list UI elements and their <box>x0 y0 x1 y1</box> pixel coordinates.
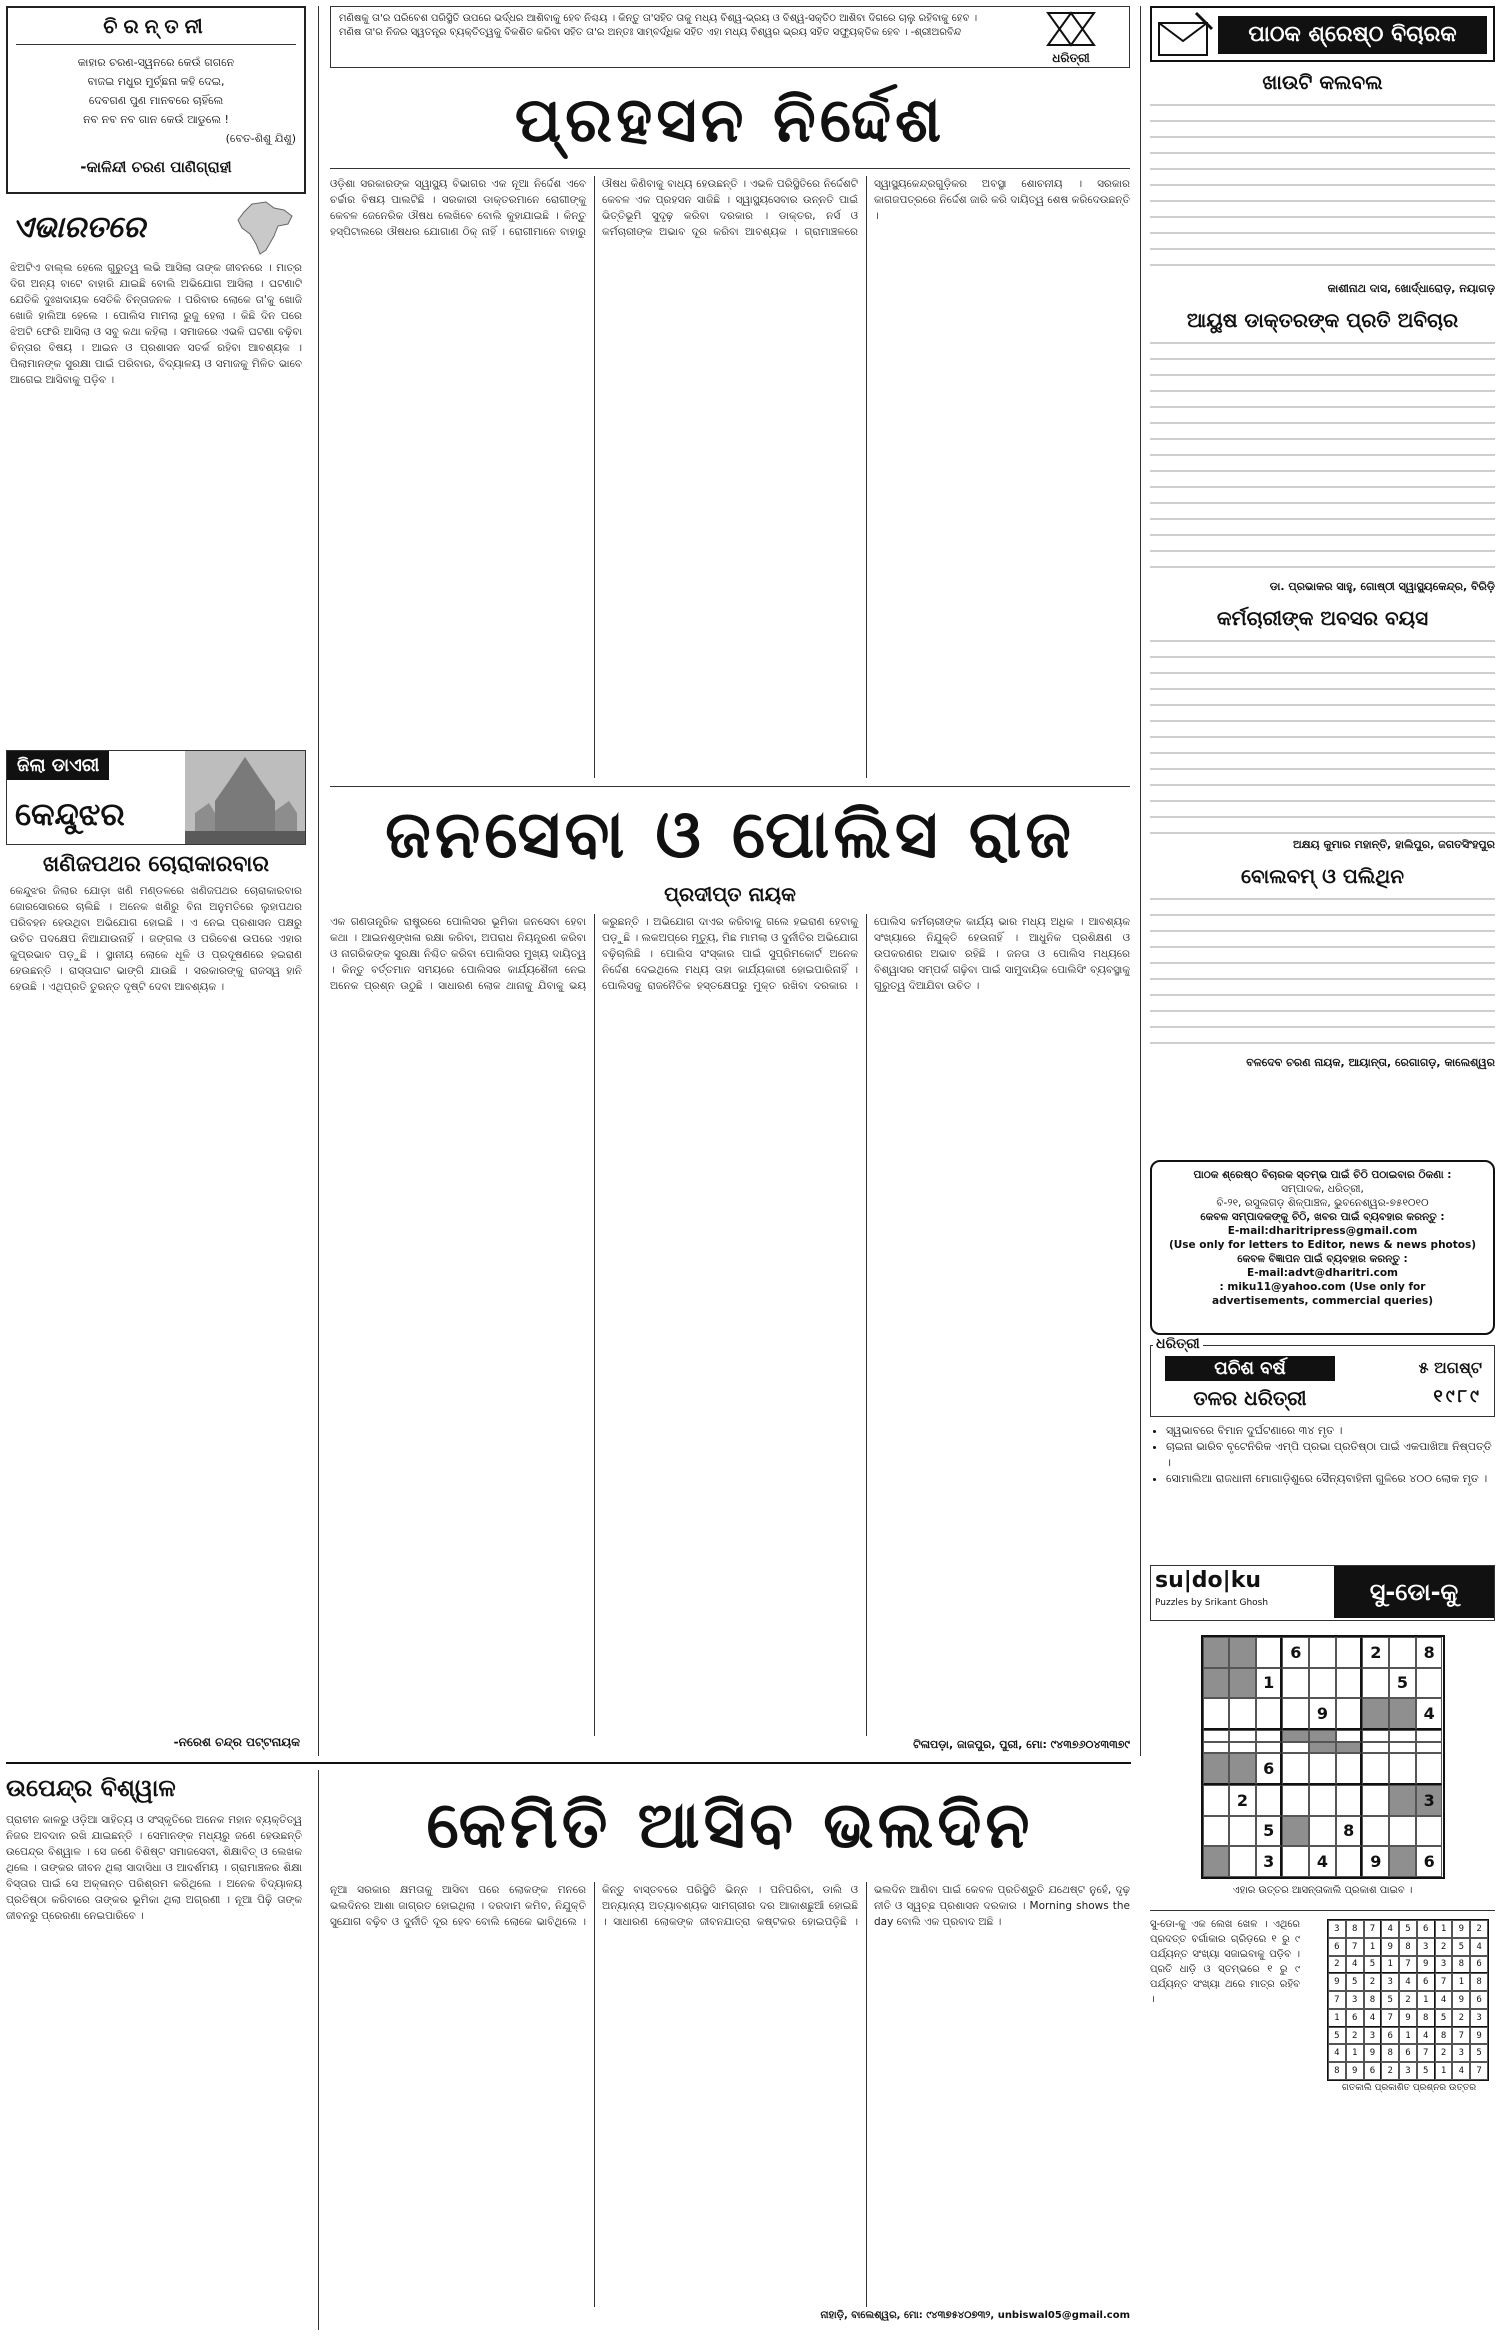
sudoku-section <box>1150 1565 1495 2330</box>
sudoku-cell[interactable]: 6 <box>1256 1753 1283 1785</box>
sudoku-solution-cell: 7 <box>1381 2009 1399 2027</box>
letter-title: ଆୟୁଷ ଡାକ୍ତରଙ୍କ ପ୍ରତି ଅବିଚାର <box>1186 308 1459 332</box>
sudoku-solution-cell: 7 <box>1346 1938 1364 1956</box>
sudoku-cell[interactable] <box>1336 1698 1363 1730</box>
sudoku-solution-cell: 5 <box>1470 2044 1488 2062</box>
sudoku-solution-cell: 4 <box>1417 2027 1435 2045</box>
bhala-din-signoff: ନାହାଡ଼ି, ବାଲେଶ୍ୱର, ମୋ: ୯୪୩୭୫୪୦୭୩୨, unbiswal05@gmail.com <box>820 2310 1130 2321</box>
sudoku-cell[interactable] <box>1203 1846 1230 1877</box>
sudoku-cell[interactable] <box>1282 1753 1309 1785</box>
sudoku-solution-cell: 3 <box>1381 1973 1399 1991</box>
bhala-din-body: ନୂଆ ସରକାର କ୍ଷମତାକୁ ଆସିବା ପରେ ଲୋକଙ୍କ ମନରେ ଭଲଦିନର ଆଶା ଜାଗ୍ରତ ହୋଇଥିଲା । ଦରଦାମ କମିବ, ନିଯୁକ୍ତି ସୁଯୋଗ ବଢ଼ିବ ଓ ଦୁର୍ନୀତି ଦୂର ହେବ ବୋଲି ଲୋକେ ଭାବିଥିଲେ । କିନ୍ତୁ ବାସ୍ତବରେ ପରିସ୍ଥିତି ଭିନ୍ନ । ପନିପରିବା, ଡାଲି ଓ ଅନ୍ୟାନ୍ୟ ଅତ୍ୟାବଶ୍ୟକ ସାମଗ୍ରୀର ଦର ଆକାଶଛୁଆଁ ହୋଇଛି । ସାଧାରଣ ଲୋକଙ୍କ ଜୀବନଯାତ୍ରା କଷ୍ଟକର ହୋଇପଡ଼ିଛି । ଭଲଦିନ ଆଣିବା ପାଇଁ କେବଳ ପ୍ରତିଶ୍ରୁତି ଯଥେଷ୍ଟ ନୁହେଁ, ଦୃଢ଼ ନୀତି ଓ ସ୍ୱଚ୍ଛ ପ୍ରଶାସନ ଦରକାର । Morning shows the day ବୋଲି ଏକ ପ୍ରବାଦ ଅଛି । <box>330 1884 1130 1928</box>
sudoku-cell[interactable] <box>1362 1816 1389 1847</box>
letter-author: କାଶୀନାଥ ଦାସ, ଖୋର୍ଦ୍ଧାରୋଡ଼, ନୟାଗଡ଼ <box>1327 282 1495 295</box>
sudoku-solution-cell: 9 <box>1328 1973 1346 1991</box>
letter-title: ବୋଲବମ୍ ଓ ପଲିଥିନ <box>1240 864 1405 888</box>
sudoku-cell[interactable] <box>1389 1698 1416 1730</box>
column-rule <box>1140 6 1141 1756</box>
sudoku-cell[interactable]: 3 <box>1416 1785 1443 1816</box>
sudoku-solution-cell: 5 <box>1328 2027 1346 2045</box>
sudoku-cell[interactable] <box>1309 1753 1336 1785</box>
letter-author: ଅକ୍ଷୟ କୁମାର ମହାନ୍ତି, ହାଲିପୁର, ଜଗତସିଂହପୁର <box>1292 838 1495 851</box>
sudoku-solution-cell: 2 <box>1346 2027 1364 2045</box>
contact-box <box>1150 1160 1495 1335</box>
aaji-bharat-header <box>6 200 306 260</box>
letter-author: ଡା. ପ୍ରଭାକର ସାହୁ, ଗୋଷ୍ଠୀ ସ୍ୱାସ୍ଥ୍ୟକେନ୍ଦ୍ର, ବିରିଡ଼ି <box>1269 580 1495 593</box>
advt-email-link[interactable]: E-mail:advt@dharitri.com <box>1247 1267 1398 1279</box>
editorial-headline: ପ୍ରହସନ ନିର୍ଦ୍ଦେଶ <box>514 83 946 156</box>
main-article-author: ପ୍ରଦୀପ୍ତ ନାୟକ <box>664 882 796 906</box>
chirantani-box <box>6 6 306 194</box>
editor-email-link[interactable]: E-mail:dharitripress@gmail.com <box>1227 1225 1418 1237</box>
sudoku-solution-cell: 4 <box>1399 1973 1417 1991</box>
sudoku-cell[interactable]: 8 <box>1336 1816 1363 1847</box>
upendra-title: ଉପେନ୍ଦ୍ର ବିଶ୍ୱାଳ <box>6 1774 176 1802</box>
sudoku-cell[interactable] <box>1309 1742 1336 1754</box>
sudoku-credit: Puzzles by Srikant Ghosh <box>1155 1598 1269 1608</box>
anniversary-item: • ସୋମାଲିଆ ରାଜଧାନୀ ମୋଗାଡ଼ିଶୁରେ ସୈନ୍ୟବାହିନୀ ଗୁଳିରେ ୪୦୦ ଲୋକ ମୃତ । <box>1166 1471 1495 1487</box>
sudoku-solution-cell: 4 <box>1328 2044 1346 2062</box>
letter-body <box>1150 892 1495 1052</box>
sudoku-cell[interactable] <box>1416 1730 1443 1742</box>
sudoku-solution-cell: 3 <box>1328 1920 1346 1938</box>
sudoku-solution-cell: 2 <box>1381 2062 1399 2080</box>
aaji-bharat-section <box>6 200 306 745</box>
sudoku-cell[interactable] <box>1362 1785 1389 1816</box>
anniversary-box <box>1150 1336 1495 1555</box>
sudoku-solution-cell: 1 <box>1364 1938 1382 1956</box>
poem-source: (ବେତ-ଶିଶୁ ଯିଶୁ) <box>225 132 296 145</box>
sudoku-solution-cell: 4 <box>1452 2062 1470 2080</box>
sudoku-solution-cell: 8 <box>1452 1956 1470 1974</box>
sudoku-cell[interactable]: 9 <box>1309 1698 1336 1730</box>
contact-heading: ପାଠକ ଶ୍ରେଷ୍ଠ ବିଚାରକ ସ୍ତମ୍ଭ ପାଇଁ ଚିଠି ପଠାଇବାର ଠିକଣା : <box>1193 1169 1452 1181</box>
sudoku-cell[interactable] <box>1229 1816 1256 1847</box>
sudoku-solution-cell: 4 <box>1435 1991 1453 2009</box>
contact-address1: ସମ୍ପାଦକ, ଧରିତ୍ରୀ, <box>1281 1183 1364 1195</box>
letter-title: କର୍ମଚାରୀଙ୍କ ଅବସର ବୟସ <box>1216 606 1429 630</box>
sudoku-solution-cell: 6 <box>1470 1991 1488 2009</box>
anniversary-item: • ସ୍ୱଭାବରେ ବିମାନ ଦୁର୍ଘଟଣାରେ ୩୪ ମୃତ । <box>1166 1423 1495 1439</box>
sudoku-cell[interactable] <box>1336 1785 1363 1816</box>
chirantani-poem <box>16 53 296 148</box>
sudoku-cell[interactable] <box>1389 1637 1416 1668</box>
sudoku-cell[interactable]: 6 <box>1416 1846 1443 1877</box>
poem-line: ନବ ନବ ନବ ଗାନ କେଉଁ ଆଡୁଲେ ! <box>83 113 229 126</box>
letter-body <box>1150 634 1495 834</box>
sudoku-cell[interactable]: 4 <box>1416 1698 1443 1730</box>
main-article-address: ଟିଳାପଡ଼ା, ଜାଜପୁର, ପୁରୀ, ମୋ: ୯୪୩୭୬୦୪୩୩୭୯ <box>913 1738 1130 1751</box>
sudoku-cell[interactable] <box>1203 1668 1230 1699</box>
anniversary-logo: ଧରିତ୍ରୀ <box>1153 1336 1203 1352</box>
letter-body <box>1150 336 1495 576</box>
sudoku-cell[interactable] <box>1309 1816 1336 1847</box>
sudoku-cell[interactable] <box>1389 1785 1416 1816</box>
sudoku-cell[interactable] <box>1203 1637 1230 1668</box>
reader-opinion-banner <box>1150 6 1495 62</box>
sudoku-cell[interactable] <box>1389 1742 1416 1754</box>
sudoku-solution-cell: 1 <box>1452 1973 1470 1991</box>
top-quote: ମଣିଷକୁ ତା'ର ପରିବେଶ ପରିସ୍ଥିତି ଉପରେ ଭର୍ଦ୍ଧର ଆଶିବାକୁ ହେବ ନିଶ୍ଚୟ । କିନ୍ତୁ ତା'ସହିତ ତାକୁ ମଧ୍ୟ ବିଶ୍ୱ-ଭ୍ରୟ ଓ ବିଶ୍ୱ-ସକ୍ତିଠ ଆଶିବା ଦିଗରେ ଚାଲୁ ରହିବାକୁ ହେବ । ମଣିଷ ତା'ର ନିଜର ସ୍ୱତନ୍ତ୍ର ବ୍ୟକ୍ତିତ୍ୱକୁ ବିକଶିତ କରିବା ସହିତ ତା'ର ଅନ୍ତଃ ସାମ୍ବର୍ଦ୍ଧିକ ସହିତ ଏହା ମଧ୍ୟ ବିଶ୍ୱର ଭ୍ରୟ ସହିତ ସଫ୍ୟୁକ୍ତିକ ହେବ । -ଶ୍ରୀଅରବିନ୍ଦ <box>339 13 978 38</box>
advt-email-link-2[interactable]: : miku11@yahoo.com (Use only for <box>1219 1281 1426 1293</box>
sudoku-solution-cell: 3 <box>1435 1956 1453 1974</box>
sudoku-solution-cell: 5 <box>1381 1991 1399 2009</box>
sudoku-solution-cell: 7 <box>1470 2062 1488 2080</box>
sudoku-cell[interactable] <box>1309 1785 1336 1816</box>
letter-body <box>1150 98 1495 278</box>
sudoku-solution-cell: 6 <box>1417 1920 1435 1938</box>
sudoku-cell[interactable] <box>1282 1816 1309 1847</box>
sudoku-cell[interactable] <box>1416 1753 1443 1785</box>
sudoku-solution-cell: 1 <box>1328 2009 1346 2027</box>
sudoku-cell[interactable] <box>1416 1742 1443 1754</box>
sudoku-cell[interactable] <box>1282 1668 1309 1699</box>
column-rule <box>318 6 319 1756</box>
sudoku-howto: ସୁ-ଡୋ-କୁ ଏକ ଲେଖ ଖେଳ । ଏଥିରେ ପ୍ରଦତ୍ତ ବର୍ଗାକାର ଗ୍ରିଡ଼ରେ ୧ ରୁ ୯ ପର୍ଯ୍ୟନ୍ତ ସଂଖ୍ୟା ସଜାଇବାକୁ ପଡ଼ିବ । ପ୍ରତି ଧାଡ଼ି ଓ ସ୍ତମ୍ଭରେ ୧ ରୁ ୯ ପର୍ଯ୍ୟନ୍ତ ସଂଖ୍ୟା ଥରେ ମାତ୍ର ରହିବ । <box>1150 1919 1300 2005</box>
sudoku-solution-cell: 6 <box>1417 1973 1435 1991</box>
sudoku-solution-cell: 8 <box>1364 1991 1382 2009</box>
sudoku-cell[interactable] <box>1389 1816 1416 1847</box>
anniversary-header <box>1150 1336 1495 1417</box>
upendra-body: ପ୍ରାଚୀନ କାଳରୁ ଓଡ଼ିଆ ସାହିତ୍ୟ ଓ ସଂସ୍କୃତିରେ ଅନେକ ମହାନ ବ୍ୟକ୍ତିତ୍ୱ ନିଜର ଅବଦାନ ରଖି ଯାଇଛନ୍ତି । ସେମାନଙ୍କ ମଧ୍ୟରୁ ଜଣେ ହେଉଛନ୍ତି ଉପେନ୍ଦ୍ର ବିଶ୍ୱାଳ । ସେ ଜଣେ ବିଶିଷ୍ଟ ସମାଜସେବୀ, ଶିକ୍ଷାବିତ୍ ଓ ଲେଖକ ଥିଲେ । ତାଙ୍କର ଜୀବନ ଥିଲା ସାଦାସିଧା ଓ ଆଦର୍ଶମୟ । ଗ୍ରାମାଞ୍ଚଳର ଶିକ୍ଷା ବିସ୍ତାର ପାଇଁ ସେ ଅକ୍ଳାନ୍ତ ପରିଶ୍ରମ କରିଥିଲେ । ଅନେକ ବିଦ୍ୟାଳୟ ପ୍ରତିଷ୍ଠା କରିବାରେ ତାଙ୍କର ଭୂମିକା ଥିଲା ଅଗ୍ରଣୀ । ନୂଆ ପିଢ଼ି ତାଙ୍କ ଜୀବନରୁ ପ୍ରେରଣା ନେଇପାରିବେ । <box>6 1814 302 1922</box>
sudoku-solution-cell: 6 <box>1364 2062 1382 2080</box>
main-article-rule <box>330 786 1130 787</box>
sudoku-cell[interactable]: 4 <box>1309 1846 1336 1877</box>
sudoku-cell[interactable] <box>1362 1698 1389 1730</box>
sudoku-brand: su|do|ku <box>1155 1568 1261 1593</box>
sudoku-cell[interactable] <box>1282 1742 1309 1754</box>
sudoku-title: ସୁ-ଡୋ-କୁ <box>1334 1566 1494 1618</box>
contact-address2: ବି-୨୧, ରସୁଲଗଡ଼ ଶିଳ୍ପାଞ୍ଚଳ, ଭୁବନେଶ୍ୱର-୭୫୧୦୧୦ <box>1216 1197 1429 1209</box>
district-article-title: ଖଣିଜପଥର ଚୋରାକାରବାର <box>42 852 270 877</box>
sudoku-cell[interactable]: 5 <box>1389 1668 1416 1699</box>
sudoku-cell[interactable] <box>1336 1846 1363 1877</box>
sudoku-cell[interactable] <box>1282 1846 1309 1877</box>
sudoku-solution-cell: 3 <box>1470 2009 1488 2027</box>
sudoku-solution-caption: ଗତକାଲି ପ୍ରକାଶିତ ପ୍ରଶ୍ନର ଉତ୍ତର <box>1341 2083 1477 2093</box>
sudoku-solution-cell: 1 <box>1381 1956 1399 1974</box>
sudoku-cell[interactable]: 2 <box>1362 1637 1389 1668</box>
anniversary-item: • ଚାଇନା ଭାରିବ ବୃଟେନିରିକ ଏମ୍ପି ପ୍ରଭା ପ୍ରତିଷ୍ଠା ପାଇଁ ଏକପାଖିଆ ନିଷ୍ପତ୍ତି । <box>1166 1439 1495 1471</box>
sudoku-solution-cell: 9 <box>1452 1920 1470 1938</box>
sudoku-cell[interactable]: 1 <box>1256 1668 1283 1699</box>
sudoku-solution-cell: 5 <box>1435 2009 1453 2027</box>
sudoku-cell[interactable] <box>1282 1698 1309 1730</box>
sudoku-solution-cell: 8 <box>1470 1973 1488 1991</box>
poem-line: କାହାର ଚରଣ-ସ୍ୱନରେ କେଉଁ ଗଗନେ <box>77 56 235 69</box>
sudoku-solution-cell: 9 <box>1452 1991 1470 2009</box>
contact-editor-note: କେବଳ ସମ୍ପାଦକଙ୍କୁ ଚିଠି, ଖବର ପାଇଁ ବ୍ୟବହାର କରନ୍ତୁ : <box>1200 1211 1445 1223</box>
anniversary-date1: ୫ ଅଗଷ୍ଟ <box>1418 1358 1482 1377</box>
sudoku-solution-cell: 8 <box>1435 2027 1453 2045</box>
sudoku-solution-cell: 9 <box>1470 2027 1488 2045</box>
sudoku-cell[interactable] <box>1203 1785 1230 1816</box>
sudoku-solution-cell: 8 <box>1417 2009 1435 2027</box>
column-rule <box>318 1770 319 2330</box>
sudoku-solution-cell: 2 <box>1452 2009 1470 2027</box>
sudoku-cell[interactable] <box>1336 1753 1363 1785</box>
sudoku-cell[interactable]: 5 <box>1256 1816 1283 1847</box>
sudoku-solution-cell: 9 <box>1399 2009 1417 2027</box>
sudoku-cell[interactable] <box>1389 1846 1416 1877</box>
aaji-bharat-body: ଝିଅଟିଏ ବାଲ୍ଲ ହେଲେ ଗୁରୁତ୍ୱ ଲଭି ଆସିଲା ତାଙ୍କ ଜୀବନରେ । ମାତ୍ର ଦିଗ ଅନ୍ୟ ବାଟେ ବାହାରି ଯାଇଛି ବୋଲି ଅଭିଯୋଗ ଆସିଲା । ଘଟଣାଟି ଯେତିକି ଦୁଃଖଦାୟକ ସେତିକି ଚିନ୍ତାଜନକ । ପରିବାର ଲୋକେ ତା'କୁ ଖୋଜି ଖୋଜି ହାଲିଆ ହେଲେ । ପୋଲିସ ମାମଲା ରୁଜୁ ହେଲା । କିଛି ଦିନ ପରେ ଝିଅଟି ଫେରି ଆସିଲା ଓ ସବୁ କଥା କହିଲା । ସମାଜରେ ଏଭଳି ଘଟଣା ବଢ଼ିବା ଚିନ୍ତାର ବିଷୟ । ଆଇନ ଓ ପ୍ରଶାସନ ସତର୍କ ରହିବା ଆବଶ୍ୟକ । ପିଲାମାନଙ୍କ ସୁରକ୍ଷା ପାଇଁ ପରିବାର, ବିଦ୍ୟାଳୟ ଓ ସମାଜକୁ ମିଳିତ ଭାବେ ଆଗେଇ ଆସିବାକୁ ପଡ଼ିବ । <box>10 262 302 386</box>
masthead-logo <box>1021 11 1121 66</box>
sudoku-solution-cell: 9 <box>1346 2062 1364 2080</box>
sudoku-cell[interactable]: 6 <box>1282 1637 1309 1668</box>
sudoku-solution-cell: 2 <box>1435 1938 1453 1956</box>
sudoku-cell[interactable] <box>1229 1742 1256 1754</box>
sudoku-cell[interactable] <box>1336 1668 1363 1699</box>
sudoku-cell[interactable] <box>1203 1730 1230 1742</box>
sudoku-solution-cell: 7 <box>1328 1991 1346 2009</box>
sudoku-solution-cell: 2 <box>1364 1973 1382 1991</box>
sudoku-cell[interactable] <box>1203 1742 1230 1754</box>
sudoku-cell[interactable] <box>1389 1753 1416 1785</box>
sudoku-solution-cell: 9 <box>1364 2044 1382 2062</box>
sudoku-cell[interactable] <box>1203 1753 1230 1785</box>
sudoku-solution-cell: 5 <box>1452 1938 1470 1956</box>
chirantani-title: ଚିରନ୍ତନୀ <box>16 14 296 45</box>
sudoku-solution-cell: 1 <box>1435 1920 1453 1938</box>
sudoku-solution-cell: 8 <box>1346 1920 1364 1938</box>
sudoku-cell[interactable] <box>1389 1730 1416 1742</box>
sudoku-caption: ଏହାର ଉତ୍ତର ଆସନ୍ତାକାଲି ପ୍ରକାଶ ପାଇବ । <box>1232 1885 1413 1896</box>
sudoku-solution-cell: 1 <box>1435 2062 1453 2080</box>
chirantani-author: -କାଳିନ୍ଦୀ ଚରଣ ପାଣିଗ୍ରାହୀ <box>80 158 232 176</box>
sudoku-solution-cell: 2 <box>1328 1956 1346 1974</box>
sudoku-cell[interactable] <box>1309 1668 1336 1699</box>
sudoku-solution-cell: 4 <box>1364 2009 1382 2027</box>
sudoku-solution-cell: 1 <box>1417 1991 1435 2009</box>
sudoku-cell[interactable] <box>1309 1637 1336 1668</box>
aaji-bharat-title: ଏଭାରତରେ <box>12 210 146 245</box>
anniversary-line2: ତଳର ଧରିତ୍ରୀ <box>1193 1386 1307 1410</box>
sudoku-solution-cell: 5 <box>1364 1956 1382 1974</box>
sudoku-solution-cell: 1 <box>1399 2027 1417 2045</box>
reader-opinion-title: ପାଠକ ଶ୍ରେଷ୍ଠ ବିଚାରକ <box>1218 16 1487 54</box>
sudoku-solution-cell: 6 <box>1346 2009 1364 2027</box>
sudoku-cell[interactable] <box>1229 1730 1256 1742</box>
district-diary-article <box>6 852 306 1752</box>
sudoku-solution-cell: 2 <box>1435 2044 1453 2062</box>
sudoku-solution-cell: 6 <box>1399 2044 1417 2062</box>
sudoku-solution-cell: 7 <box>1399 1956 1417 1974</box>
editor-email-note: (Use only for letters to Editor, news & news photos) <box>1168 1239 1477 1251</box>
sudoku-solution-cell: 3 <box>1364 2027 1382 2045</box>
sudoku-solution-cell: 6 <box>1328 1938 1346 1956</box>
sudoku-cell[interactable] <box>1203 1698 1230 1730</box>
sudoku-cell[interactable] <box>1309 1730 1336 1742</box>
letter-envelope-icon <box>1156 11 1214 59</box>
sudoku-cell[interactable]: 3 <box>1256 1846 1283 1877</box>
temple-image <box>185 751 305 845</box>
sudoku-cell[interactable] <box>1336 1742 1363 1754</box>
sudoku-solution-cell: 5 <box>1346 1973 1364 1991</box>
sudoku-cell[interactable] <box>1229 1698 1256 1730</box>
sudoku-solution-cell: 7 <box>1452 2027 1470 2045</box>
sudoku-solution-cell: 3 <box>1452 2044 1470 2062</box>
sudoku-solution-cell: 3 <box>1417 1938 1435 1956</box>
contact-ad-note: କେବଳ ବିଜ୍ଞାପନ ପାଇଁ ବ୍ୟବହାର କରନ୍ତୁ : <box>1237 1253 1408 1265</box>
sudoku-cell[interactable]: 9 <box>1362 1846 1389 1877</box>
masthead-logo-text: ଧରିତ୍ରୀ <box>1052 51 1090 65</box>
sudoku-solution-cell: 9 <box>1417 1956 1435 1974</box>
sudoku-solution-cell: 8 <box>1381 2044 1399 2062</box>
sudoku-bottom <box>1150 1910 1495 2101</box>
sudoku-cell[interactable] <box>1282 1730 1309 1742</box>
sudoku-cell[interactable] <box>1416 1816 1443 1847</box>
sudoku-cell[interactable] <box>1336 1637 1363 1668</box>
letter-author: ବଳଦେବ ଚରଣ ନାୟକ, ଆୟାନ୍ତା, ରେଗାଗଡ଼, କାଲେଶ୍ୱର <box>1246 1056 1495 1069</box>
sudoku-solution-cell: 4 <box>1346 1956 1364 1974</box>
sudoku-cell[interactable] <box>1256 1742 1283 1754</box>
sudoku-cell[interactable] <box>1229 1637 1256 1668</box>
sudoku-cell[interactable] <box>1256 1637 1283 1668</box>
anniversary-list <box>1150 1423 1495 1487</box>
district-article-body: କେନ୍ଦୁଝର ଜିଲାର ଯୋଡ଼ା ଖଣି ମଣ୍ଡଳରେ ଖଣିଜପଥର ଚୋରାକାରବାର ଜୋରସୋରରେ ଚାଲିଛି । ଅନେକ ଖଣିରୁ ବିନା ଅନୁମତିରେ ଲୁହାପଥର ପରିବହନ ହେଉଥିବା ଅଭିଯୋଗ ହୋଇଛି । ଏ ନେଇ ପ୍ରଶାସନ ପକ୍ଷରୁ ଉଚିତ ପଦକ୍ଷେପ ନିଆଯାଉନାହିଁ । ଜଙ୍ଗଲ ଓ ପରିବେଶ ଉପରେ ଏହାର କୁପ୍ରଭାବ ପଡ଼ୁଛି । ସ୍ଥାନୀୟ ଲୋକେ ଧୂଳି ଓ ପ୍ରଦୂଷଣରେ ହଇରାଣ ହେଉଛନ୍ତି । ରାସ୍ତାଘାଟ ଭାଙ୍ଗି ଯାଉଛି । ସରକାରଙ୍କୁ ରାଜସ୍ୱ ହାନି ହେଉଛି । ଏଥିପ୍ରତି ତୁରନ୍ତ ଦୃଷ୍ଟି ଦେବା ଆବଶ୍ୟକ । <box>10 885 302 993</box>
poem-line: ବାଜଇ ମଧୁର ମୁର୍ଚ୍ଛନା କହି ଦେଇ, <box>87 75 225 88</box>
sudoku-solution-cell: 5 <box>1417 2062 1435 2080</box>
sudoku-cell[interactable] <box>1256 1785 1283 1816</box>
sudoku-cell[interactable] <box>1362 1730 1389 1742</box>
sudoku-solution-cell: 6 <box>1381 2027 1399 2045</box>
sudoku-solution-cell: 5 <box>1399 1920 1417 1938</box>
district-diary-label: ଜିଲା ଡାଏରୀ <box>7 751 109 780</box>
sudoku-solution-cell: 6 <box>1470 1956 1488 1974</box>
sudoku-solution-cell: 1 <box>1346 2044 1364 2062</box>
reader-letters <box>1150 66 1495 1156</box>
sudoku-cell[interactable] <box>1282 1785 1309 1816</box>
main-article-body: ଏକ ଗଣତାନ୍ତ୍ରିକ ରାଷ୍ଟ୍ରରେ ପୋଲିସର ଭୂମିକା ଜନସେବା ହେବା କଥା । ଆଇନଶୃଙ୍ଖଳା ରକ୍ଷା କରିବା, ଅପରାଧ ନିୟନ୍ତ୍ରଣ କରିବା ଓ ନାଗରିକଙ୍କ ସୁରକ୍ଷା ନିଶ୍ଚିତ କରିବା ପୋଲିସର ମୁଖ୍ୟ ଦାୟିତ୍ୱ । କିନ୍ତୁ ବର୍ତ୍ତମାନ ସମୟରେ ପୋଲିସର କାର୍ଯ୍ୟଶୈଳୀ ନେଇ ଅନେକ ପ୍ରଶ୍ନ ଉଠୁଛି । ସାଧାରଣ ଲୋକ ଥାନାକୁ ଯିବାକୁ ଭୟ କରୁଛନ୍ତି । ଅଭିଯୋଗ ଦାଏର କରିବାକୁ ଗଲେ ହଇରାଣ ହେବାକୁ ପଡ଼ୁଛି । ଲକଅପ୍‌ରେ ମୃତ୍ୟୁ, ମିଛ ମାମଲା ଓ ଦୁର୍ନୀତିର ଅଭିଯୋଗ ବଢ଼ିଚାଲିଛି । ପୋଲିସ ସଂସ୍କାର ପାଇଁ ସୁପ୍ରିମକୋର୍ଟ ଅନେକ ନିର୍ଦ୍ଦେଶ ଦେଇଥିଲେ ମଧ୍ୟ ତାହା କାର୍ଯ୍ୟକାରୀ ହୋଇପାରିନାହିଁ । ପୋଲିସକୁ ରାଜନୈତିକ ହସ୍ତକ୍ଷେପରୁ ମୁକ୍ତ ରଖିବା ଦରକାର । ପୋଲିସ କର୍ମଚାରୀଙ୍କ କାର୍ଯ୍ୟ ଭାର ମଧ୍ୟ ଅଧିକ । ଆବଶ୍ୟକ ସଂଖ୍ୟାରେ ନିଯୁକ୍ତି ହେଉନାହିଁ । ଆଧୁନିକ ପ୍ରଶିକ୍ଷଣ ଓ ଉପକରଣର ଅଭାବ ରହିଛି । ଜନତା ଓ ପୋଲିସ ମଧ୍ୟରେ ବିଶ୍ୱାସର ସମ୍ପର୍କ ଗଢ଼ିବା ପାଇଁ ସାମୁଦାୟିକ ପୋଲିସିଂ ବ୍ୟବସ୍ଥାକୁ ଗୁରୁତ୍ୱ ଦିଆଯିବା ଉଚିତ । <box>330 916 1130 992</box>
advt-email-note: advertisements, commercial queries) <box>1211 1295 1434 1307</box>
main-article-headline: ଜନସେବା ଓ ପୋଲିସ ରାଜ <box>385 796 1075 873</box>
sudoku-solution-cell: 2 <box>1470 1920 1488 1938</box>
sudoku-solution-grid <box>1327 1919 1489 2081</box>
sudoku-solution-cell: 3 <box>1399 2062 1417 2080</box>
upendra-article <box>6 1770 306 2330</box>
sudoku-header <box>1150 1565 1495 1621</box>
sudoku-grid[interactable] <box>1201 1635 1445 1879</box>
letter-title: ଖାଉଟି କଲବଲ <box>1262 70 1383 94</box>
sudoku-solution-cell: 9 <box>1381 1938 1399 1956</box>
sudoku-solution-cell: 4 <box>1381 1920 1399 1938</box>
sudoku-solution-cell: 2 <box>1399 1991 1417 2009</box>
anniversary-line1: ପଚିଶ ବର୍ଷ <box>1165 1356 1335 1381</box>
sudoku-solution-cell: 7 <box>1417 2044 1435 2062</box>
sudoku-solution-cell: 8 <box>1399 1938 1417 1956</box>
district-article-author: -ନରେଶ ଚନ୍ଦ୍ର ପଟ୍ଟନାୟକ <box>173 1735 300 1749</box>
sudoku-cell[interactable]: 2 <box>1229 1785 1256 1816</box>
sudoku-cell[interactable] <box>1362 1742 1389 1754</box>
anniversary-date2: ୧୯୮୯ <box>1433 1386 1482 1407</box>
sudoku-cell[interactable] <box>1416 1668 1443 1699</box>
sudoku-cell[interactable] <box>1203 1816 1230 1847</box>
top-quote-box <box>330 6 1130 68</box>
sudoku-cell[interactable] <box>1256 1730 1283 1742</box>
sudoku-cell[interactable] <box>1229 1668 1256 1699</box>
bhala-din-headline: କେମିତି ଆସିବ ଭଲଦିନ <box>426 1789 1034 1863</box>
editorial-body: ଓଡ଼ିଶା ସରକାରଙ୍କ ସ୍ୱାସ୍ଥ୍ୟ ବିଭାଗର ଏକ ନୂଆ ନିର୍ଦ୍ଦେଶ ଏବେ ଚର୍ଚ୍ଚାର ବିଷୟ ପାଲଟିଛି । ସରକାରୀ ଡାକ୍ତରମାନେ ରୋଗୀଙ୍କୁ କେବଳ ଜେନେରିକ ଔଷଧ ଲେଖିବେ ବୋଲି କୁହାଯାଇଛି । କିନ୍ତୁ ହସ୍ପିଟାଲରେ ଔଷଧର ଯୋଗାଣ ଠିକ୍ ନାହିଁ । ରୋଗୀମାନେ ବାହାରୁ ଔଷଧ କିଣିବାକୁ ବାଧ୍ୟ ହେଉଛନ୍ତି । ଏଭଳି ପରିସ୍ଥିତିରେ ନିର୍ଦ୍ଦେଶଟି କେବଳ ଏକ ପ୍ରହସନ ସାଜିଛି । ସ୍ୱାସ୍ଥ୍ୟସେବାର ଉନ୍ନତି ପାଇଁ ଭିତ୍ତିଭୂମି ସୁଦୃଢ଼ କରିବା ଦରକାର । ଡାକ୍ତର, ନର୍ସ ଓ କର୍ମଚାରୀଙ୍କ ଅଭାବ ଦୂର କରିବା ଆବଶ୍ୟକ । ଗ୍ରାମାଞ୍ଚଳରେ ସ୍ୱାସ୍ଥ୍ୟକେନ୍ଦ୍ରଗୁଡ଼ିକର ଅବସ୍ଥା ଶୋଚନୀୟ । ସରକାର କାଗଜପତ୍ରରେ ନିର୍ଦ୍ଦେଶ ଜାରି କରି ଦାୟିତ୍ୱ ଶେଷ କରିଦେଉଛନ୍ତି । <box>330 178 1130 238</box>
sudoku-solution-cell: 7 <box>1435 1973 1453 1991</box>
sudoku-solution-cell: 8 <box>1328 2062 1346 2080</box>
sudoku-cell[interactable] <box>1229 1846 1256 1877</box>
district-diary-banner <box>6 750 306 845</box>
sudoku-solution-cell: 3 <box>1346 1991 1364 2009</box>
sudoku-solution-cell: 7 <box>1364 1920 1382 1938</box>
sudoku-cell[interactable] <box>1362 1668 1389 1699</box>
district-name: କେନ୍ଦୁଝର <box>15 795 125 833</box>
sudoku-cell[interactable] <box>1229 1753 1256 1785</box>
editorial-rule <box>330 168 1130 169</box>
star-logo-icon <box>1046 11 1096 47</box>
bottom-section-rule <box>6 1762 1131 1764</box>
sudoku-solution-cell: 4 <box>1470 1938 1488 1956</box>
sudoku-cell[interactable] <box>1256 1698 1283 1730</box>
poem-line: ଦେବଗଣ ପୁଣ ମାନବରେ ଚାହିଁଲେ <box>88 94 224 107</box>
sudoku-cell[interactable] <box>1336 1730 1363 1742</box>
sudoku-cell[interactable] <box>1362 1753 1389 1785</box>
sudoku-cell[interactable]: 8 <box>1416 1637 1443 1668</box>
india-map-icon <box>232 200 302 258</box>
